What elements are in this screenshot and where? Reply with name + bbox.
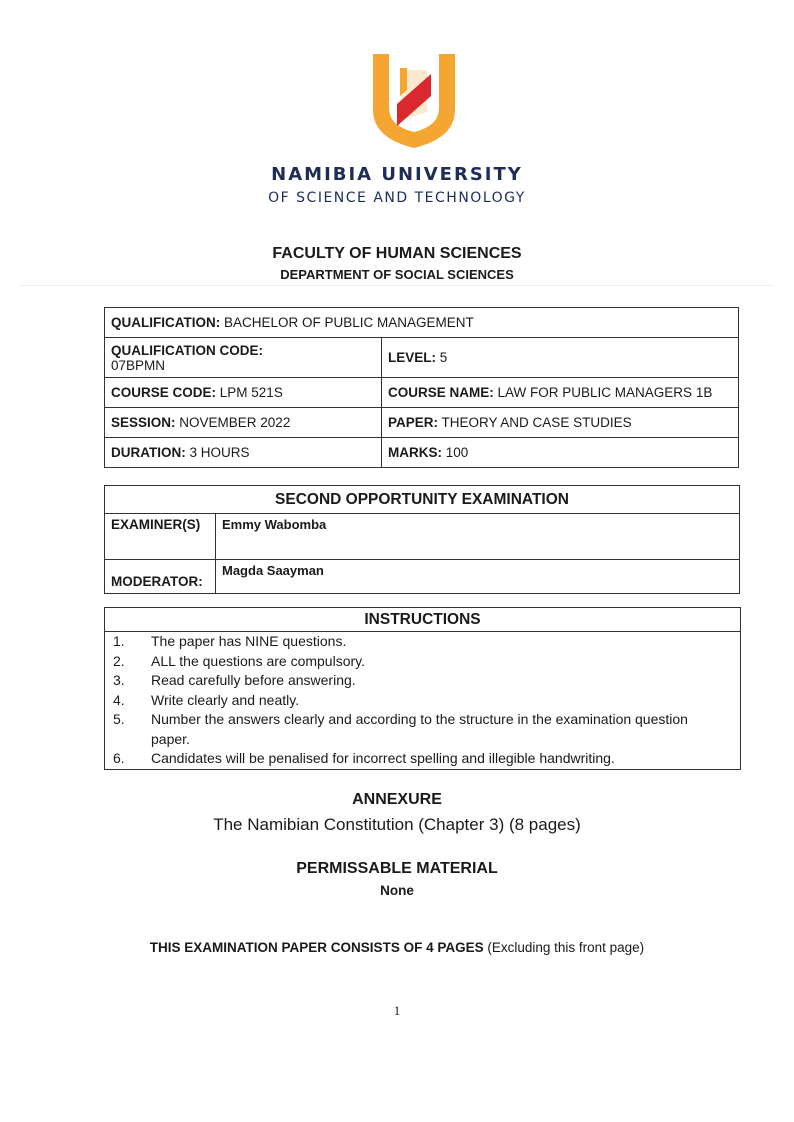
instructions-title: INSTRUCTIONS (105, 608, 740, 632)
list-item (105, 671, 740, 691)
list-item (105, 710, 740, 749)
page-count-rest: (Excluding this front page) (483, 940, 645, 955)
course-name-value: LAW FOR PUBLIC MANAGERS 1B (497, 385, 713, 400)
level-cell (382, 338, 739, 378)
qualification-value: BACHELOR OF PUBLIC MANAGEMENT (224, 315, 474, 330)
level-label: LEVEL: (388, 350, 437, 365)
page-count-note (0, 940, 794, 955)
qualification-code-cell (105, 338, 382, 378)
exam-title: SECOND OPPORTUNITY EXAMINATION (105, 486, 740, 514)
item-text: Write clearly and neatly. (151, 691, 300, 708)
paper-value: THEORY AND CASE STUDIES (441, 415, 632, 430)
nust-shield-logo-icon (367, 50, 461, 150)
qualification-cell (105, 308, 739, 338)
marks-cell (382, 438, 739, 468)
exam-details-table (104, 307, 739, 468)
list-item (105, 652, 740, 672)
table-row (105, 308, 739, 338)
paper-label: PAPER: (388, 415, 439, 430)
duration-cell (105, 438, 382, 468)
table-row (105, 438, 739, 468)
list-item (105, 691, 740, 711)
page-count-bold: THIS EXAMINATION PAPER CONSISTS OF 4 PAGES (149, 940, 484, 955)
course-code-cell (105, 378, 382, 408)
item-text: Read carefully before answering. (151, 672, 356, 688)
session-cell (105, 408, 382, 438)
page-number: 1 (393, 1003, 401, 1018)
item-number: 3. (113, 672, 125, 688)
annexure-text: The Namibian Constitution (Chapter 3) (8 pages) (213, 815, 581, 834)
course-code-value: LPM 521S (219, 385, 283, 400)
permissable-title: PERMISSABLE MATERIAL (296, 860, 498, 877)
instructions-list (105, 632, 740, 769)
department-title: DEPARTMENT OF SOCIAL SCIENCES (280, 267, 514, 282)
duration-label: DURATION: (111, 445, 186, 460)
item-text: ALL the questions are compulsory. (151, 652, 366, 669)
item-number: 6. (113, 750, 125, 766)
list-item (105, 749, 740, 769)
level-value: 5 (439, 350, 448, 365)
item-text: Number the answers clearly and according to the structure in the examination question paper. (151, 711, 688, 747)
course-name-label: COURSE NAME: (388, 385, 494, 400)
marks-label: MARKS: (388, 445, 442, 460)
item-number: 1. (113, 633, 125, 649)
divider (20, 285, 774, 286)
paper-cell (382, 408, 739, 438)
duration-value: 3 HOURS (189, 445, 250, 460)
permissable-text: None (380, 883, 414, 898)
course-code-label: COURSE CODE: (111, 385, 217, 400)
table-row (105, 408, 739, 438)
item-number: 2. (113, 652, 125, 669)
qualification-code-value: 07BPMN (111, 357, 166, 373)
university-name: NAMIBIA UNIVERSITY (271, 164, 523, 185)
university-subtitle: OF SCIENCE AND TECHNOLOGY (268, 190, 526, 206)
table-row (105, 338, 739, 378)
list-item (105, 632, 740, 652)
item-text: The paper has NINE questions. (151, 633, 347, 649)
item-number: 5. (113, 711, 125, 727)
session-label: SESSION: (111, 415, 176, 430)
table-row (105, 514, 740, 560)
qualification-code-label: QUALIFICATION CODE: (111, 342, 263, 358)
table-row (105, 486, 740, 514)
qualification-label: QUALIFICATION: (111, 315, 221, 330)
marks-value: 100 (445, 445, 469, 460)
item-text: Candidates will be penalised for incorrect spelling and illegible handwriting. (151, 750, 615, 766)
moderator-value: Magda Saayman (216, 560, 740, 594)
examiner-value: Emmy Wabomba (216, 514, 740, 560)
examination-table (104, 485, 740, 594)
item-number: 4. (113, 691, 125, 708)
moderator-label: MODERATOR: (105, 560, 216, 594)
table-row (105, 560, 740, 594)
annexure-title: ANNEXURE (352, 791, 442, 808)
course-name-cell (382, 378, 739, 408)
faculty-title: FACULTY OF HUMAN SCIENCES (272, 245, 522, 262)
table-row (105, 378, 739, 408)
instructions-box (104, 607, 741, 770)
examiner-label: EXAMINER(S) (105, 514, 216, 560)
session-value: NOVEMBER 2022 (179, 415, 291, 430)
